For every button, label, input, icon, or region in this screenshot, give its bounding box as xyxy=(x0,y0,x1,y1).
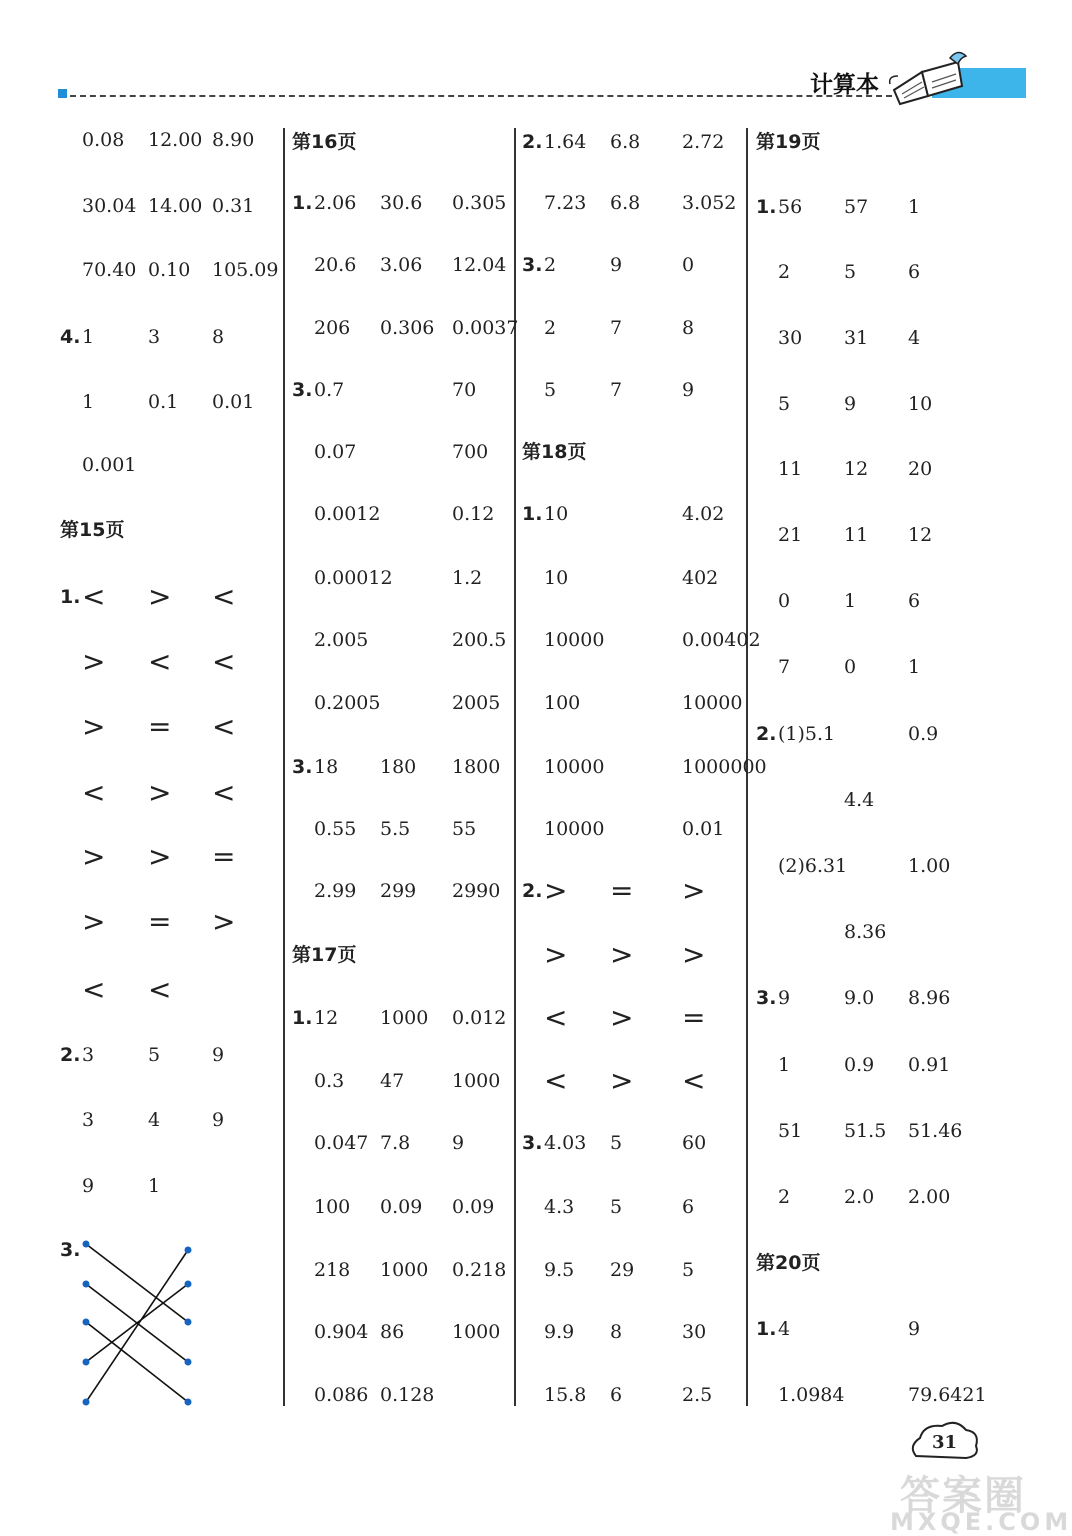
question-number: 3. xyxy=(292,756,313,778)
answer-value: 299 xyxy=(380,880,417,902)
matching-lines-diagram xyxy=(58,1234,208,1412)
answer-value: 1 xyxy=(82,391,95,413)
answer-value: 4 xyxy=(908,327,921,349)
answer-value: 0.218 xyxy=(452,1259,507,1281)
page-section-heading: 第18页 xyxy=(522,441,587,463)
answer-value: < xyxy=(148,645,172,678)
page-section-heading: 第20页 xyxy=(756,1252,821,1274)
answer-value: 6 xyxy=(682,1196,695,1218)
answer-value: 21 xyxy=(778,524,803,546)
answer-value: 70.40 xyxy=(82,259,137,281)
answer-value: 10000 xyxy=(544,629,605,651)
answer-value: 9.5 xyxy=(544,1259,575,1281)
answer-value: > xyxy=(682,874,706,907)
answer-value: 2 xyxy=(544,317,557,339)
question-number: 3. xyxy=(756,987,777,1009)
answer-value: 0.08 xyxy=(82,129,125,151)
answer-value: 1.00 xyxy=(908,855,951,877)
answer-value: 8 xyxy=(212,326,225,348)
answer-value: 5 xyxy=(544,379,557,401)
page-header xyxy=(0,0,1042,110)
answer-value: 0.047 xyxy=(314,1132,369,1154)
answer-value: 2.99 xyxy=(314,880,357,902)
answer-value: 0 xyxy=(682,254,695,276)
answer-value: 9 xyxy=(610,254,623,276)
question-number: 2. xyxy=(60,1044,81,1066)
answer-value: > xyxy=(148,776,172,809)
answer-value: < xyxy=(212,710,236,743)
answer-value: < xyxy=(82,973,106,1006)
answer-value: 11 xyxy=(844,524,869,546)
answer-value: 9 xyxy=(212,1109,225,1131)
answer-value: 10 xyxy=(544,503,569,525)
answer-value: 30 xyxy=(682,1321,707,1343)
question-number: 1. xyxy=(292,1007,313,1029)
answer-value: 6.8 xyxy=(610,131,641,153)
answer-value: 2 xyxy=(778,1186,791,1208)
watermark-brand: 答案圈 xyxy=(900,1473,1026,1519)
answer-value: 70 xyxy=(452,379,477,401)
header-title: 计算本 xyxy=(810,72,879,98)
answer-value: 1 xyxy=(778,1054,791,1076)
answer-value: 1.2 xyxy=(452,567,483,589)
question-number: 3. xyxy=(522,1132,543,1154)
answer-value: 0.001 xyxy=(82,454,137,476)
answer-value: 0.12 xyxy=(452,503,495,525)
answer-value: 20 xyxy=(908,458,933,480)
answer-value: 0.128 xyxy=(380,1384,435,1406)
answer-value: 5 xyxy=(778,393,791,415)
answer-value: 1000000 xyxy=(682,756,767,778)
header-square-marker xyxy=(58,89,67,98)
answer-value: < xyxy=(148,973,172,1006)
answer-value: = xyxy=(610,874,634,907)
answer-value: = xyxy=(212,840,236,873)
answer-value: 9 xyxy=(452,1132,465,1154)
answer-value: 5 xyxy=(610,1196,623,1218)
answer-value: 100 xyxy=(544,692,581,714)
answer-value: > xyxy=(610,1001,634,1034)
answer-value: 0.306 xyxy=(380,317,435,339)
answer-value: 3.052 xyxy=(682,192,737,214)
question-number: 1. xyxy=(756,1318,777,1340)
answer-value: < xyxy=(212,580,236,613)
answer-value: 8.96 xyxy=(908,987,951,1009)
answer-value: 700 xyxy=(452,441,489,463)
question-number: 2. xyxy=(522,880,543,902)
answer-value: 8 xyxy=(610,1321,623,1343)
answer-value: = xyxy=(148,710,172,743)
answer-value: 0.00012 xyxy=(314,567,393,589)
answer-value: 9 xyxy=(844,393,857,415)
page-section-heading: 第16页 xyxy=(292,131,357,153)
answer-value: > xyxy=(610,938,634,971)
answer-value: 7.8 xyxy=(380,1132,411,1154)
answer-value: 0 xyxy=(778,590,791,612)
answer-value: 0.09 xyxy=(380,1196,423,1218)
answer-value: > xyxy=(212,905,236,938)
answer-value: 11 xyxy=(778,458,803,480)
answer-value: 0.07 xyxy=(314,441,357,463)
answer-value: 0.2005 xyxy=(314,692,381,714)
answer-value: 1 xyxy=(148,1175,161,1197)
answer-value: 30.6 xyxy=(380,192,423,214)
answer-value: 2.72 xyxy=(682,131,725,153)
answer-value: 4 xyxy=(148,1109,161,1131)
answer-value: 5 xyxy=(610,1132,623,1154)
answer-value: 9 xyxy=(908,1318,921,1340)
answer-value: 3 xyxy=(82,1044,95,1066)
answer-value: 10000 xyxy=(544,756,605,778)
answer-value: 1000 xyxy=(380,1259,429,1281)
answer-value: = xyxy=(148,905,172,938)
answer-value: 4.3 xyxy=(544,1196,575,1218)
page-section-heading: 第19页 xyxy=(756,131,821,153)
answer-value: 14.00 xyxy=(148,195,203,217)
answer-value: 51.5 xyxy=(844,1120,887,1142)
answer-value: 1 xyxy=(82,326,95,348)
answer-value: 0.012 xyxy=(452,1007,507,1029)
answer-value: 9.9 xyxy=(544,1321,575,1343)
question-number: 2. xyxy=(522,131,543,153)
answer-value: 9 xyxy=(778,987,791,1009)
answer-value: < xyxy=(82,580,106,613)
answer-value: 12.04 xyxy=(452,254,507,276)
answer-value: 6 xyxy=(908,590,921,612)
watermark xyxy=(890,1464,1072,1536)
answer-value: 1.64 xyxy=(544,131,587,153)
question-number: 3. xyxy=(60,1239,81,1261)
answer-value: < xyxy=(212,645,236,678)
answer-value: 0.01 xyxy=(212,391,255,413)
answer-value: 12 xyxy=(844,458,869,480)
answer-value: 0.086 xyxy=(314,1384,369,1406)
answer-value: 7 xyxy=(610,379,623,401)
answer-value: 4.03 xyxy=(544,1132,587,1154)
answer-value: 2.0 xyxy=(844,1186,875,1208)
answer-value: > xyxy=(82,905,106,938)
answer-value: 30 xyxy=(778,327,803,349)
answer-value: > xyxy=(82,645,106,678)
answer-value: 4 xyxy=(778,1318,791,1340)
answer-value: 20.6 xyxy=(314,254,357,276)
answer-value: 5 xyxy=(682,1259,695,1281)
answer-value: (2)6.31 xyxy=(778,855,848,877)
answer-value: 4.4 xyxy=(844,789,875,811)
answer-value: > xyxy=(544,874,568,907)
answer-value: 0.00402 xyxy=(682,629,761,651)
page-section-heading: 第17页 xyxy=(292,944,357,966)
answer-value: 1.0984 xyxy=(778,1384,845,1406)
answer-value: 206 xyxy=(314,317,351,339)
answer-value: < xyxy=(544,1001,568,1034)
answer-value: 7 xyxy=(778,656,791,678)
answer-value: 86 xyxy=(380,1321,405,1343)
answer-value: 3.06 xyxy=(380,254,423,276)
answer-value: 12 xyxy=(908,524,933,546)
answer-value: > xyxy=(148,580,172,613)
answer-value: 0.31 xyxy=(212,195,255,217)
question-number: 1. xyxy=(522,503,543,525)
answer-value: 9 xyxy=(212,1044,225,1066)
answer-value: 2.005 xyxy=(314,629,369,651)
answer-value: 2.00 xyxy=(908,1186,951,1208)
question-number: 1. xyxy=(756,196,777,218)
column-divider-1 xyxy=(283,128,285,1406)
answer-value: 5.5 xyxy=(380,818,411,840)
page-section-heading: 第15页 xyxy=(60,519,125,541)
answer-value: 29 xyxy=(610,1259,635,1281)
answer-value: 1 xyxy=(844,590,857,612)
answer-value: = xyxy=(682,1001,706,1034)
answer-value: 1 xyxy=(908,656,921,678)
answer-value: 0.09 xyxy=(452,1196,495,1218)
answer-value: 12 xyxy=(314,1007,339,1029)
answer-value: 0 xyxy=(844,656,857,678)
answer-value: 0.1 xyxy=(148,391,179,413)
answer-value: 7.23 xyxy=(544,192,587,214)
answer-value: > xyxy=(682,938,706,971)
question-number: 3. xyxy=(522,254,543,276)
answer-value: 0.9 xyxy=(844,1054,875,1076)
question-number: 3. xyxy=(292,379,313,401)
answer-value: 402 xyxy=(682,567,719,589)
answer-value: < xyxy=(82,776,106,809)
answer-value: < xyxy=(544,1064,568,1097)
answer-value: 0.305 xyxy=(452,192,507,214)
answer-value: 1000 xyxy=(380,1007,429,1029)
answer-value: 55 xyxy=(452,818,477,840)
answer-value: 6.8 xyxy=(610,192,641,214)
header-dotted-rule xyxy=(70,95,892,97)
answer-value: 2.5 xyxy=(682,1384,713,1406)
answer-value: 2990 xyxy=(452,880,501,902)
answer-value: 6 xyxy=(908,261,921,283)
answer-value: < xyxy=(682,1064,706,1097)
question-number: 1. xyxy=(60,586,81,608)
answer-value: 0.01 xyxy=(682,818,725,840)
answer-value: 31 xyxy=(844,327,869,349)
answer-value: 0.904 xyxy=(314,1321,369,1343)
answer-value: 105.09 xyxy=(212,259,279,281)
answer-value: 47 xyxy=(380,1070,405,1092)
open-book-icon xyxy=(888,44,970,108)
answer-value: 9.0 xyxy=(844,987,875,1009)
answer-value: 6 xyxy=(610,1384,623,1406)
answer-value: 79.6421 xyxy=(908,1384,987,1406)
question-number: 1. xyxy=(292,192,313,214)
answer-value: 60 xyxy=(682,1132,707,1154)
answer-value: 10000 xyxy=(682,692,743,714)
answer-value: < xyxy=(212,776,236,809)
answer-value: 2 xyxy=(778,261,791,283)
answer-value: 8.90 xyxy=(212,129,255,151)
answer-value: 10000 xyxy=(544,818,605,840)
page-number-badge xyxy=(906,1418,986,1466)
answer-value: 7 xyxy=(610,317,623,339)
answer-value: 1000 xyxy=(452,1321,501,1343)
answer-value: 0.3 xyxy=(314,1070,345,1092)
answer-value: 100 xyxy=(314,1196,351,1218)
answer-value: (1)5.1 xyxy=(778,723,836,745)
answer-value: 200.5 xyxy=(452,629,507,651)
answer-value: 0.0012 xyxy=(314,503,381,525)
answer-value: 18 xyxy=(314,756,339,778)
answer-value: 10 xyxy=(908,393,933,415)
answer-value: > xyxy=(544,938,568,971)
answer-value: 15.8 xyxy=(544,1384,587,1406)
answer-value: 12.00 xyxy=(148,129,203,151)
answer-value: 8.36 xyxy=(844,921,887,943)
question-number: 4. xyxy=(60,326,81,348)
answer-value: 30.04 xyxy=(82,195,137,217)
answer-value: 1000 xyxy=(452,1070,501,1092)
answer-value: 0.10 xyxy=(148,259,191,281)
answer-value: 8 xyxy=(682,317,695,339)
answer-value: 5 xyxy=(148,1044,161,1066)
answer-value: 9 xyxy=(682,379,695,401)
answer-value: 2005 xyxy=(452,692,501,714)
answer-value: 5 xyxy=(844,261,857,283)
answer-value: 0.9 xyxy=(908,723,939,745)
answer-value: 10 xyxy=(544,567,569,589)
answer-value: 2.06 xyxy=(314,192,357,214)
answer-value: > xyxy=(82,840,106,873)
answer-value: > xyxy=(148,840,172,873)
answer-value: 180 xyxy=(380,756,417,778)
answer-value: 3 xyxy=(82,1109,95,1131)
answer-value: 51 xyxy=(778,1120,803,1142)
answer-value: 0.91 xyxy=(908,1054,951,1076)
answer-value: 2 xyxy=(544,254,557,276)
answer-value: 0.55 xyxy=(314,818,357,840)
answer-value: 0.7 xyxy=(314,379,345,401)
answer-value: 9 xyxy=(82,1175,95,1197)
watermark-url: MXQE.COM xyxy=(890,1508,1072,1536)
answer-value: 3 xyxy=(148,326,161,348)
answer-value: 57 xyxy=(844,196,869,218)
answer-value: > xyxy=(82,710,106,743)
answer-value: 1 xyxy=(908,196,921,218)
answer-value: 51.46 xyxy=(908,1120,963,1142)
answer-value: 4.02 xyxy=(682,503,725,525)
answer-value: 1800 xyxy=(452,756,501,778)
question-number: 2. xyxy=(756,723,777,745)
page-number: 31 xyxy=(932,1432,958,1453)
answer-value: > xyxy=(610,1064,634,1097)
answer-value: 56 xyxy=(778,196,803,218)
answer-value: 218 xyxy=(314,1259,351,1281)
answer-value: 0.0037 xyxy=(452,317,519,339)
